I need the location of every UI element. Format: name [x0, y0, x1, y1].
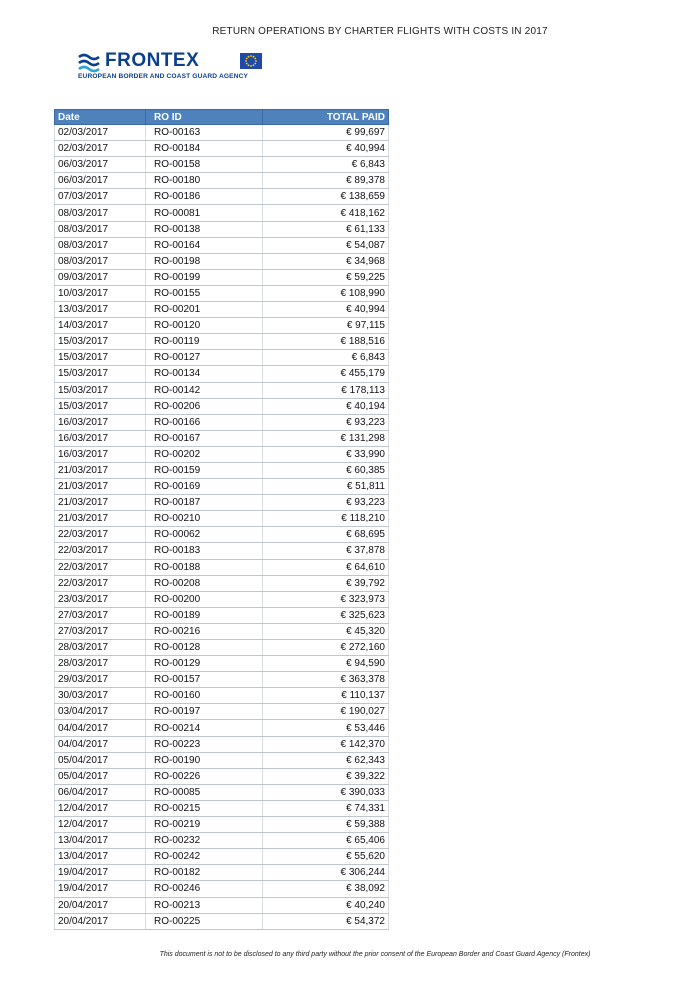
cell-total-paid: € 108,990 — [263, 285, 389, 301]
cell-ro-id: RO-00187 — [146, 495, 263, 511]
cell-date: 08/03/2017 — [55, 237, 146, 253]
table-row — [55, 591, 389, 607]
cell-total-paid: € 74,331 — [263, 800, 389, 816]
cell-ro-id: RO-00167 — [146, 430, 263, 446]
table-row — [55, 833, 389, 849]
page-title: RETURN OPERATIONS BY CHARTER FLIGHTS WITH COSTS IN 2017 — [212, 26, 548, 37]
table-header-row — [55, 110, 389, 125]
cell-total-paid: € 93,223 — [263, 414, 389, 430]
cell-total-paid: € 39,322 — [263, 768, 389, 784]
cell-total-paid: € 55,620 — [263, 849, 389, 865]
cell-date: 08/03/2017 — [55, 253, 146, 269]
cell-total-paid: € 306,244 — [263, 865, 389, 881]
cell-total-paid: € 323,973 — [263, 591, 389, 607]
table-row — [55, 141, 389, 157]
table-row — [55, 398, 389, 414]
cell-ro-id: RO-00200 — [146, 591, 263, 607]
cell-date: 04/04/2017 — [55, 720, 146, 736]
cell-date: 15/03/2017 — [55, 334, 146, 350]
cell-ro-id: RO-00169 — [146, 479, 263, 495]
cell-date: 06/03/2017 — [55, 157, 146, 173]
cell-ro-id: RO-00180 — [146, 173, 263, 189]
cell-ro-id: RO-00214 — [146, 720, 263, 736]
cell-ro-id: RO-00157 — [146, 672, 263, 688]
cell-total-paid: € 97,115 — [263, 318, 389, 334]
cell-ro-id: RO-00215 — [146, 800, 263, 816]
cell-date: 19/04/2017 — [55, 881, 146, 897]
cell-date: 06/03/2017 — [55, 173, 146, 189]
cell-ro-id: RO-00190 — [146, 752, 263, 768]
cell-ro-id: RO-00184 — [146, 141, 263, 157]
cell-total-paid: € 188,516 — [263, 334, 389, 350]
table-row — [55, 559, 389, 575]
cell-total-paid: € 51,811 — [263, 479, 389, 495]
cell-ro-id: RO-00138 — [146, 221, 263, 237]
table-row — [55, 318, 389, 334]
cell-date: 06/04/2017 — [55, 784, 146, 800]
table-row — [55, 623, 389, 639]
cell-ro-id: RO-00226 — [146, 768, 263, 784]
cell-total-paid: € 325,623 — [263, 607, 389, 623]
cell-date: 15/03/2017 — [55, 398, 146, 414]
cell-date: 14/03/2017 — [55, 318, 146, 334]
frontex-waves-icon — [78, 52, 100, 74]
cell-date: 10/03/2017 — [55, 285, 146, 301]
cell-date: 19/04/2017 — [55, 865, 146, 881]
cell-ro-id: RO-00182 — [146, 865, 263, 881]
eu-flag-icon — [240, 53, 262, 69]
cell-date: 12/04/2017 — [55, 800, 146, 816]
cell-ro-id: RO-00127 — [146, 350, 263, 366]
cell-total-paid: € 38,092 — [263, 881, 389, 897]
cell-ro-id: RO-00197 — [146, 704, 263, 720]
cell-ro-id: RO-00246 — [146, 881, 263, 897]
cell-date: 22/03/2017 — [55, 575, 146, 591]
cell-date: 27/03/2017 — [55, 623, 146, 639]
table-row — [55, 865, 389, 881]
table-row — [55, 430, 389, 446]
table-row — [55, 302, 389, 318]
table-row — [55, 543, 389, 559]
cell-total-paid: € 45,320 — [263, 623, 389, 639]
cell-date: 22/03/2017 — [55, 527, 146, 543]
cell-ro-id: RO-00129 — [146, 656, 263, 672]
cell-total-paid: € 418,162 — [263, 205, 389, 221]
cell-total-paid: € 142,370 — [263, 736, 389, 752]
cell-ro-id: RO-00219 — [146, 817, 263, 833]
cell-ro-id: RO-00223 — [146, 736, 263, 752]
cell-total-paid: € 33,990 — [263, 446, 389, 462]
table-row — [55, 366, 389, 382]
cell-ro-id: RO-00166 — [146, 414, 263, 430]
table-row — [55, 704, 389, 720]
table-row — [55, 752, 389, 768]
table-row — [55, 479, 389, 495]
column-header-total-paid: TOTAL PAID — [263, 110, 389, 125]
cell-total-paid: € 60,385 — [263, 462, 389, 478]
cell-ro-id: RO-00206 — [146, 398, 263, 414]
cell-total-paid: € 40,240 — [263, 897, 389, 913]
cell-date: 03/04/2017 — [55, 704, 146, 720]
cell-ro-id: RO-00128 — [146, 640, 263, 656]
cell-date: 15/03/2017 — [55, 350, 146, 366]
cell-date: 02/03/2017 — [55, 125, 146, 141]
cell-date: 15/03/2017 — [55, 366, 146, 382]
cell-total-paid: € 39,792 — [263, 575, 389, 591]
table-row — [55, 913, 389, 929]
table-row — [55, 221, 389, 237]
cell-ro-id: RO-00062 — [146, 527, 263, 543]
cell-ro-id: RO-00155 — [146, 285, 263, 301]
cell-date: 07/03/2017 — [55, 189, 146, 205]
table-row — [55, 817, 389, 833]
cell-total-paid: € 178,113 — [263, 382, 389, 398]
cell-total-paid: € 53,446 — [263, 720, 389, 736]
cell-ro-id: RO-00085 — [146, 784, 263, 800]
cell-total-paid: € 40,194 — [263, 398, 389, 414]
table-row — [55, 462, 389, 478]
cell-date: 05/04/2017 — [55, 768, 146, 784]
cell-date: 23/03/2017 — [55, 591, 146, 607]
cell-date: 16/03/2017 — [55, 430, 146, 446]
table-row — [55, 672, 389, 688]
cell-date: 20/04/2017 — [55, 913, 146, 929]
table-row — [55, 253, 389, 269]
cell-total-paid: € 272,160 — [263, 640, 389, 656]
cell-date: 13/03/2017 — [55, 302, 146, 318]
cell-ro-id: RO-00164 — [146, 237, 263, 253]
cell-total-paid: € 68,695 — [263, 527, 389, 543]
cell-date: 12/04/2017 — [55, 817, 146, 833]
cell-date: 15/03/2017 — [55, 382, 146, 398]
logo-subtitle: EUROPEAN BORDER AND COAST GUARD AGENCY — [78, 73, 249, 80]
logo-name: FRONTEX — [105, 50, 200, 71]
cell-date: 27/03/2017 — [55, 607, 146, 623]
column-header-ro-id: RO ID — [146, 110, 263, 125]
cell-total-paid: € 363,378 — [263, 672, 389, 688]
cell-date: 28/03/2017 — [55, 640, 146, 656]
table-row — [55, 495, 389, 511]
cell-date: 22/03/2017 — [55, 559, 146, 575]
cell-total-paid: € 93,223 — [263, 495, 389, 511]
table-row — [55, 511, 389, 527]
cell-ro-id: RO-00159 — [146, 462, 263, 478]
table-row — [55, 688, 389, 704]
table-body — [55, 125, 389, 930]
cell-ro-id: RO-00142 — [146, 382, 263, 398]
cell-ro-id: RO-00120 — [146, 318, 263, 334]
cell-date: 22/03/2017 — [55, 543, 146, 559]
cell-ro-id: RO-00225 — [146, 913, 263, 929]
table-row — [55, 640, 389, 656]
cell-date: 02/03/2017 — [55, 141, 146, 157]
table-row — [55, 736, 389, 752]
table-row — [55, 334, 389, 350]
cell-total-paid: € 110,137 — [263, 688, 389, 704]
table-row — [55, 269, 389, 285]
cell-ro-id: RO-00160 — [146, 688, 263, 704]
cell-date: 16/03/2017 — [55, 446, 146, 462]
cell-ro-id: RO-00201 — [146, 302, 263, 318]
cell-total-paid: € 118,210 — [263, 511, 389, 527]
cell-date: 09/03/2017 — [55, 269, 146, 285]
cell-date: 30/03/2017 — [55, 688, 146, 704]
cell-date: 13/04/2017 — [55, 833, 146, 849]
cell-total-paid: € 40,994 — [263, 302, 389, 318]
table-row — [55, 189, 389, 205]
table-row — [55, 607, 389, 623]
table-row — [55, 800, 389, 816]
cell-date: 21/03/2017 — [55, 511, 146, 527]
cell-total-paid: € 190,027 — [263, 704, 389, 720]
cell-ro-id: RO-00198 — [146, 253, 263, 269]
table-row — [55, 350, 389, 366]
cell-date: 21/03/2017 — [55, 495, 146, 511]
cell-total-paid: € 54,087 — [263, 237, 389, 253]
table-row — [55, 285, 389, 301]
cell-date: 05/04/2017 — [55, 752, 146, 768]
cell-total-paid: € 34,968 — [263, 253, 389, 269]
cell-total-paid: € 390,033 — [263, 784, 389, 800]
cell-total-paid: € 65,406 — [263, 833, 389, 849]
cell-ro-id: RO-00119 — [146, 334, 263, 350]
column-header-date: Date — [55, 110, 146, 125]
cell-ro-id: RO-00188 — [146, 559, 263, 575]
table-row — [55, 768, 389, 784]
table-row — [55, 881, 389, 897]
cell-total-paid: € 6,843 — [263, 157, 389, 173]
cell-date: 29/03/2017 — [55, 672, 146, 688]
cell-total-paid: € 59,388 — [263, 817, 389, 833]
table-row — [55, 446, 389, 462]
table-row — [55, 527, 389, 543]
cell-date: 08/03/2017 — [55, 205, 146, 221]
cell-total-paid: € 37,878 — [263, 543, 389, 559]
cell-ro-id: RO-00213 — [146, 897, 263, 913]
cell-total-paid: € 131,298 — [263, 430, 389, 446]
table-row — [55, 656, 389, 672]
cell-ro-id: RO-00210 — [146, 511, 263, 527]
cell-total-paid: € 59,225 — [263, 269, 389, 285]
cell-date: 04/04/2017 — [55, 736, 146, 752]
table-row — [55, 849, 389, 865]
table-row — [55, 784, 389, 800]
cell-date: 28/03/2017 — [55, 656, 146, 672]
cell-ro-id: RO-00134 — [146, 366, 263, 382]
table-row — [55, 173, 389, 189]
cell-total-paid: € 64,610 — [263, 559, 389, 575]
table-row — [55, 414, 389, 430]
cell-total-paid: € 61,133 — [263, 221, 389, 237]
cell-total-paid: € 99,697 — [263, 125, 389, 141]
cell-total-paid: € 94,590 — [263, 656, 389, 672]
frontex-logo — [78, 50, 278, 86]
table-row — [55, 897, 389, 913]
cell-date: 20/04/2017 — [55, 897, 146, 913]
table-row — [55, 382, 389, 398]
cell-ro-id: RO-00199 — [146, 269, 263, 285]
cell-total-paid: € 6,843 — [263, 350, 389, 366]
table-row — [55, 237, 389, 253]
cell-total-paid: € 89,378 — [263, 173, 389, 189]
cell-total-paid: € 62,343 — [263, 752, 389, 768]
table-row — [55, 157, 389, 173]
confidentiality-note: This document is not to be disclosed to any third party without the prior consent of the European Border and Coast Guard Agency (Frontex) — [159, 951, 591, 958]
cell-ro-id: RO-00189 — [146, 607, 263, 623]
cell-date: 13/04/2017 — [55, 849, 146, 865]
cell-ro-id: RO-00183 — [146, 543, 263, 559]
cell-date: 21/03/2017 — [55, 479, 146, 495]
cell-ro-id: RO-00202 — [146, 446, 263, 462]
table-row — [55, 575, 389, 591]
cell-total-paid: € 138,659 — [263, 189, 389, 205]
cell-date: 16/03/2017 — [55, 414, 146, 430]
cell-ro-id: RO-00081 — [146, 205, 263, 221]
table-row — [55, 205, 389, 221]
cell-total-paid: € 40,994 — [263, 141, 389, 157]
cell-ro-id: RO-00242 — [146, 849, 263, 865]
cell-ro-id: RO-00163 — [146, 125, 263, 141]
table-row — [55, 125, 389, 141]
cell-ro-id: RO-00216 — [146, 623, 263, 639]
cell-ro-id: RO-00186 — [146, 189, 263, 205]
table-row — [55, 720, 389, 736]
cell-ro-id: RO-00208 — [146, 575, 263, 591]
cell-ro-id: RO-00232 — [146, 833, 263, 849]
cell-ro-id: RO-00158 — [146, 157, 263, 173]
cell-total-paid: € 455,179 — [263, 366, 389, 382]
cell-date: 21/03/2017 — [55, 462, 146, 478]
cell-total-paid: € 54,372 — [263, 913, 389, 929]
charter-costs-table — [54, 109, 388, 930]
cell-date: 08/03/2017 — [55, 221, 146, 237]
